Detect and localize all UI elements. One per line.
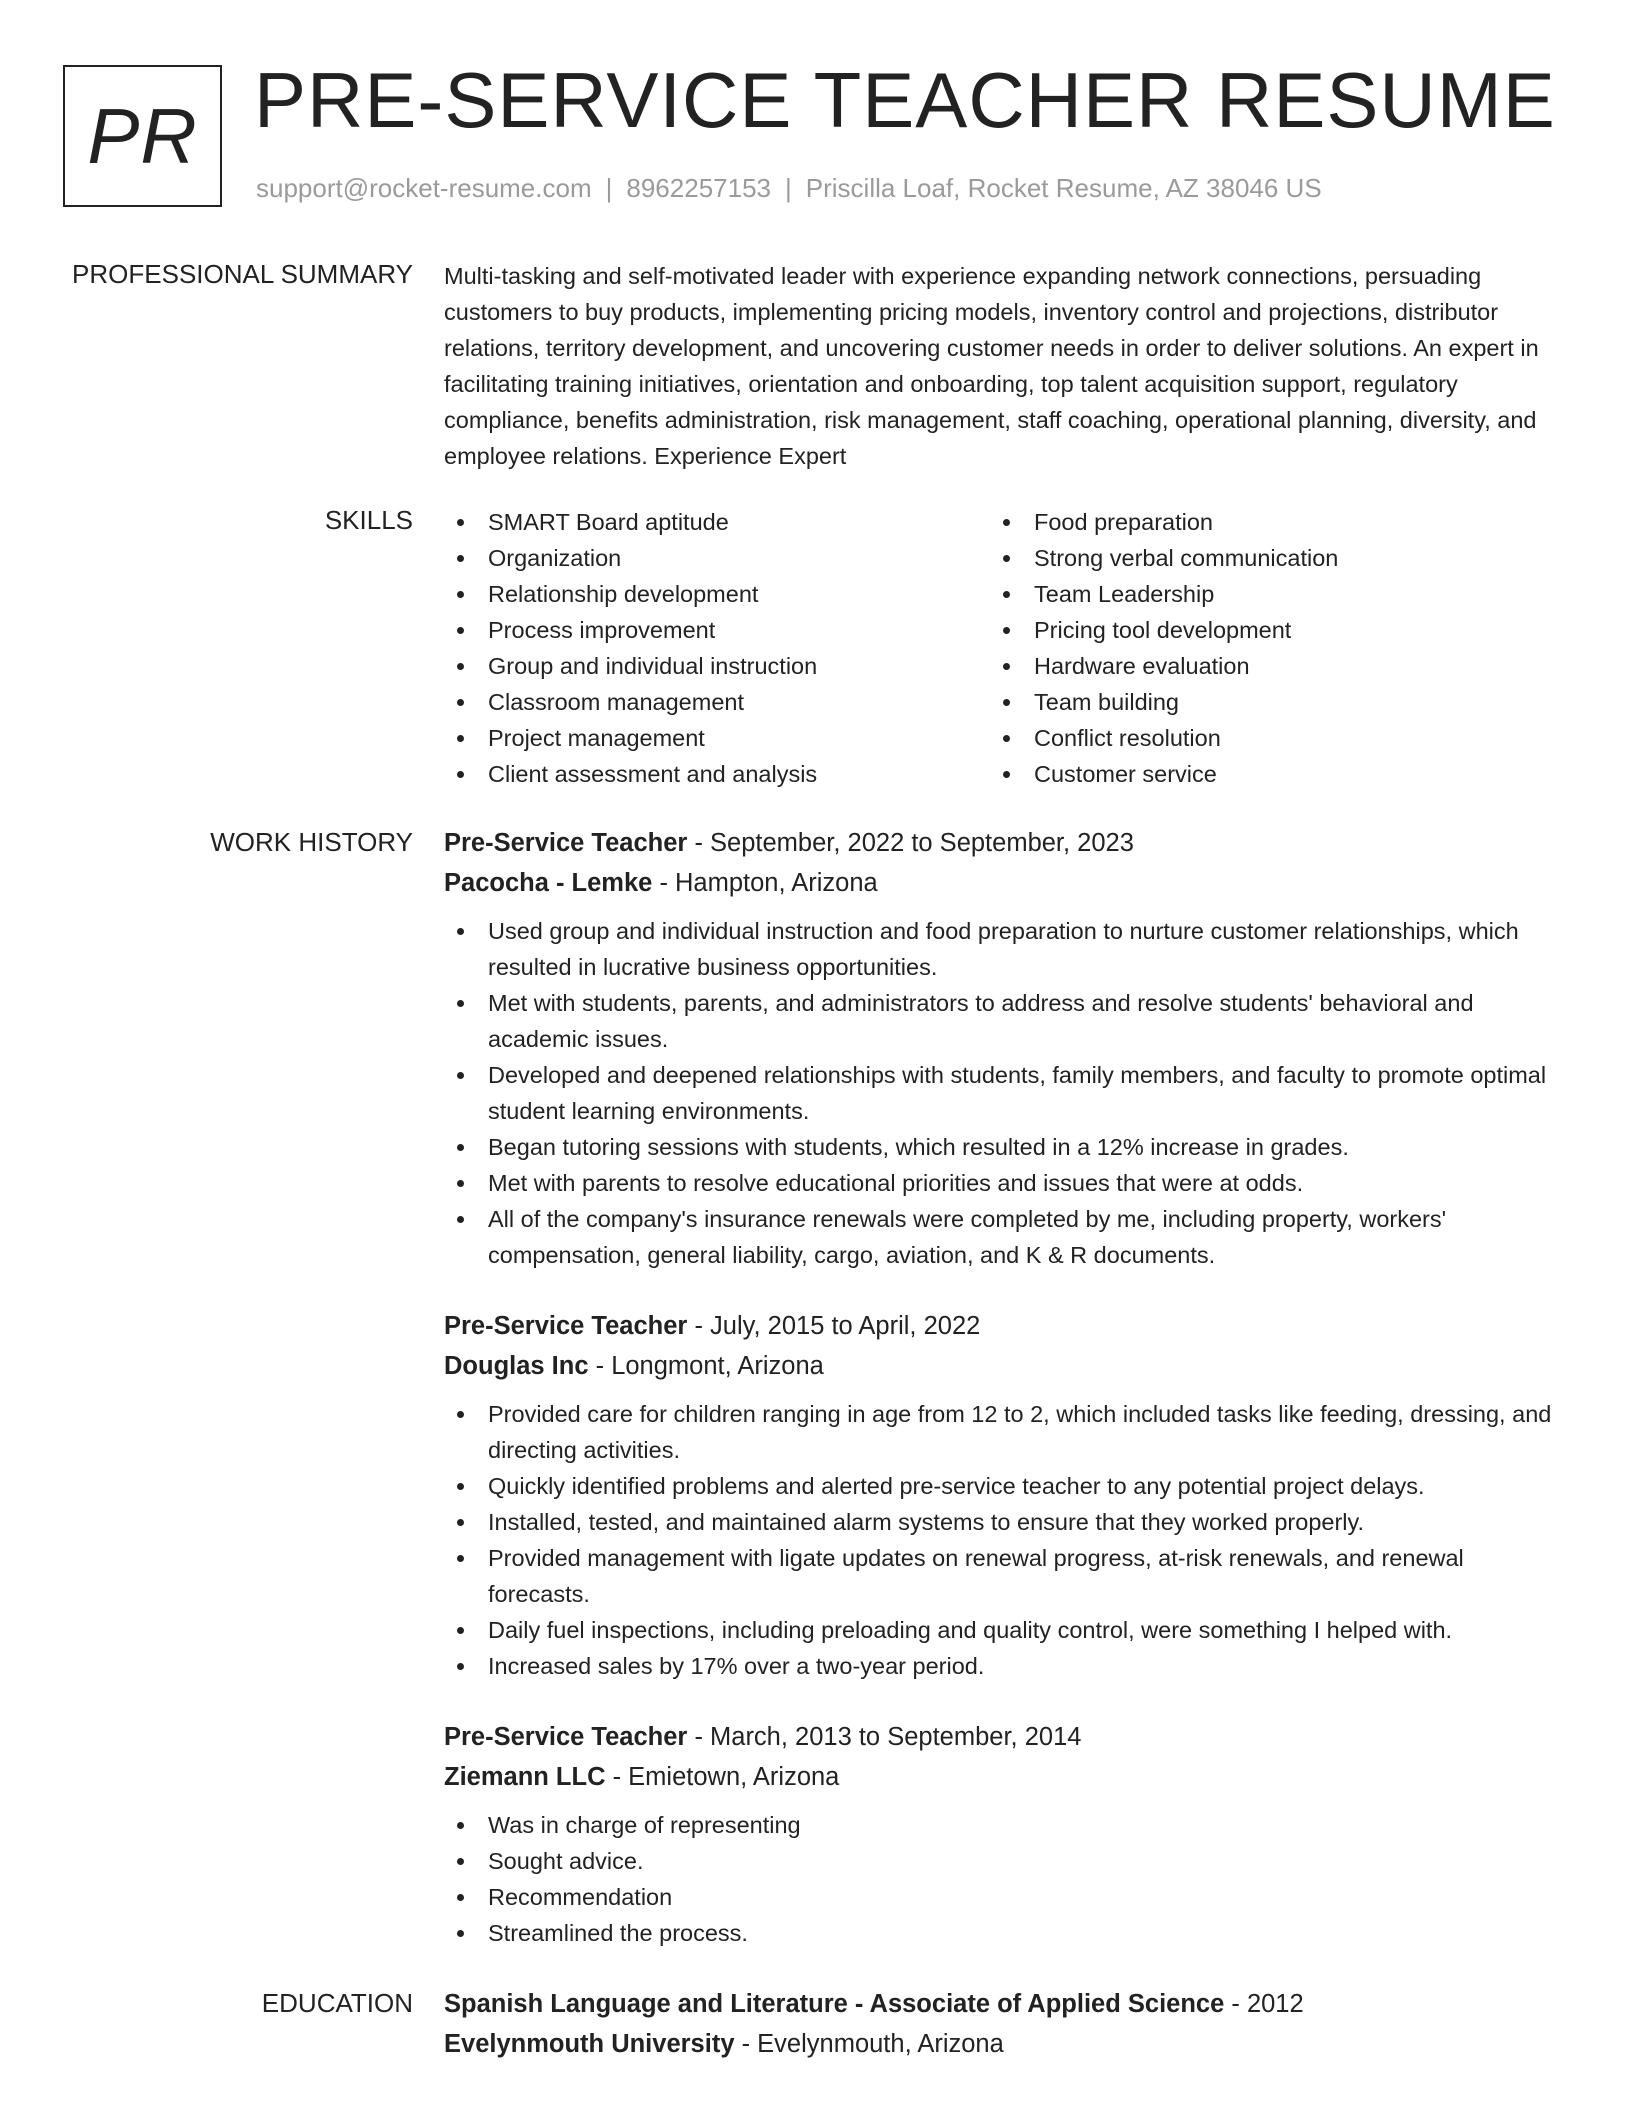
skill-item: Hardware evaluation	[990, 648, 1536, 684]
contact-line	[256, 173, 1322, 204]
skill-item: Conflict resolution	[990, 720, 1536, 756]
job-bullet: Sought advice.	[444, 1843, 1564, 1879]
education-entry	[444, 1984, 1564, 2064]
job-bullet: Increased sales by 17% over a two-year period.	[444, 1648, 1564, 1684]
skill-item: Project management	[444, 720, 990, 756]
job-location: - Emietown, Arizona	[605, 1763, 840, 1791]
job-bullet-list	[444, 1807, 1564, 1951]
job-company: Pacocha - Lemke	[444, 869, 653, 897]
job-location: - Longmont, Arizona	[588, 1352, 824, 1380]
skill-item: SMART Board aptitude	[444, 504, 990, 540]
skill-item: Process improvement	[444, 612, 990, 648]
skill-item: Relationship development	[444, 576, 990, 612]
page-title: PRE-SERVICE TEACHER RESUME	[254, 56, 1556, 144]
job-bullet: Provided care for children ranging in age from 12 to 2, which included tasks like feeding, dressing, and directing activities.	[444, 1396, 1564, 1468]
job-bullet-list	[444, 913, 1564, 1273]
skill-item: Food preparation	[990, 504, 1536, 540]
education-degree-line	[444, 1984, 1564, 2024]
job-entry	[444, 1717, 1564, 1951]
job-bullet: Began tutoring sessions with students, which resulted in a 12% increase in grades.	[444, 1129, 1564, 1165]
job-bullet: Met with students, parents, and administrators to address and resolve students' behavioral and academic issues.	[444, 985, 1564, 1057]
skill-item: Pricing tool development	[990, 612, 1536, 648]
summary-text: Multi-tasking and self-motivated leader with experience expanding network connections, persuading customers to buy products, implementing pricing models, inventory control and projections, distributor relations, territory development, and uncovering customer needs in order to deliver solutions. An expert in facilitating training initiatives, orientation and onboarding, top talent acquisition support, regulatory compliance, benefits administration, risk management, staff coaching, operational planning, diversity, and employee relations. Experience Expert	[444, 263, 1539, 469]
job-title: Pre-Service Teacher	[444, 1312, 688, 1340]
job-bullet: Provided management with ligate updates on renewal progress, at-risk renewals, and renewal forecasts.	[444, 1540, 1564, 1612]
job-bullet: Quickly identified problems and alerted pre-service teacher to any potential project delays.	[444, 1468, 1564, 1504]
job-title-line	[444, 1717, 1564, 1757]
education-heading: EDUCATION	[261, 1988, 413, 2018]
job-dates: - July, 2015 to April, 2022	[687, 1312, 981, 1340]
skill-item: Group and individual instruction	[444, 648, 990, 684]
job-bullet: Was in charge of representing	[444, 1807, 1564, 1843]
skills-column-left	[444, 504, 990, 792]
skill-item: Classroom management	[444, 684, 990, 720]
job-company-line	[444, 1757, 1564, 1797]
job-company-line	[444, 863, 1564, 903]
job-entry	[444, 823, 1564, 1273]
job-company-line	[444, 1346, 1564, 1386]
skill-item: Client assessment and analysis	[444, 756, 990, 792]
job-bullet: Met with parents to resolve educational priorities and issues that were at odds.	[444, 1165, 1564, 1201]
job-location: - Hampton, Arizona	[652, 869, 878, 897]
education-year: - 2012	[1224, 1990, 1304, 2018]
contact-address: Priscilla Loaf, Rocket Resume, AZ 38046 US	[805, 173, 1322, 203]
job-title: Pre-Service Teacher	[444, 1723, 688, 1751]
job-title-line	[444, 1306, 1564, 1346]
skill-item: Team building	[990, 684, 1536, 720]
job-bullet: All of the company's insurance renewals were completed by me, including property, workers' compensation, general liability, cargo, aviation, and K & R documents.	[444, 1201, 1564, 1273]
contact-email[interactable]: support@rocket-resume.com	[256, 173, 592, 203]
job-company: Douglas Inc	[444, 1352, 589, 1380]
work-list	[444, 823, 1564, 1951]
education-location: - Evelynmouth, Arizona	[734, 2030, 1004, 2058]
contact-separator: |	[785, 173, 792, 203]
education-school-line	[444, 2024, 1564, 2064]
job-bullet: Used group and individual instruction and food preparation to nurture customer relationships, which resulted in lucrative business opportunities.	[444, 913, 1564, 985]
job-bullet: Developed and deepened relationships with students, family members, and faculty to promote optimal student learning environments.	[444, 1057, 1564, 1129]
contact-separator: |	[605, 173, 613, 203]
skill-item: Strong verbal communication	[990, 540, 1536, 576]
skill-item: Organization	[444, 540, 990, 576]
contact-phone: 8962257153	[626, 173, 771, 203]
skills-list	[444, 504, 1564, 792]
job-title-line	[444, 823, 1564, 863]
job-entry	[444, 1306, 1564, 1684]
job-dates: - September, 2022 to September, 2023	[687, 829, 1134, 857]
job-bullet: Recommendation	[444, 1879, 1564, 1915]
monogram-logo: PR	[63, 65, 222, 207]
skill-item: Customer service	[990, 756, 1536, 792]
education-degree: Spanish Language and Literature - Associate of Applied Science	[444, 1990, 1225, 2018]
summary-heading: PROFESSIONAL SUMMARY	[72, 259, 413, 289]
job-bullet: Daily fuel inspections, including preloading and quality control, were something I helped with.	[444, 1612, 1564, 1648]
skills-heading: SKILLS	[324, 505, 413, 535]
skill-item: Team Leadership	[990, 576, 1536, 612]
job-title: Pre-Service Teacher	[444, 829, 688, 857]
job-company: Ziemann LLC	[444, 1763, 606, 1791]
job-bullet-list	[444, 1396, 1564, 1684]
job-bullet: Installed, tested, and maintained alarm systems to ensure that they worked properly.	[444, 1504, 1564, 1540]
work-heading: WORK HISTORY	[210, 827, 413, 857]
education-school: Evelynmouth University	[444, 2030, 735, 2058]
job-dates: - March, 2013 to September, 2014	[687, 1723, 1082, 1751]
skills-column-right	[990, 504, 1536, 792]
job-bullet: Streamlined the process.	[444, 1915, 1564, 1951]
